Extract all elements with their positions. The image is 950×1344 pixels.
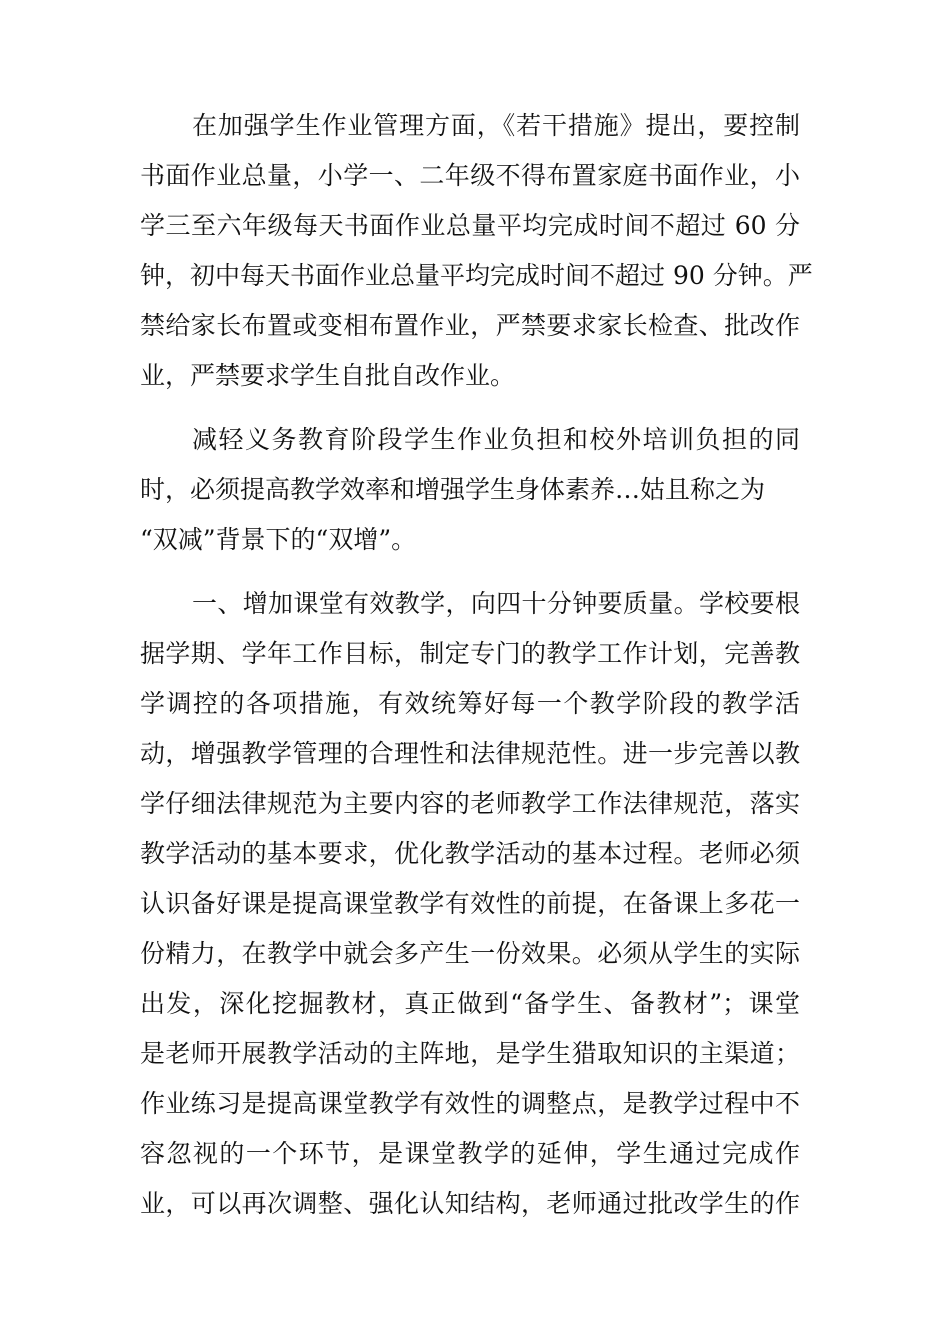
paragraph-3-line-3: 学调控的各项措施，有效统筹好每一个教学阶段的教学活 [140, 689, 800, 718]
paragraph-1-line-2: 书面作业总量，小学一、二年级不得布置家庭书面作业，小 [140, 161, 800, 190]
paragraph-2-line-1: 减轻义务教育阶段学生作业负担和校外培训负担的同 [192, 425, 800, 454]
paragraph-2-line-3: “双减”背景下的“双增”。 [140, 525, 417, 554]
paragraph-1-line-6: 业，严禁要求学生自批自改作业。 [140, 361, 516, 390]
paragraph-3-line-2: 据学期、学年工作目标，制定专门的教学工作计划，完善教 [140, 639, 800, 668]
paragraph-1-line-1: 在加强学生作业管理方面，《若干措施》提出，要控制 [192, 111, 800, 140]
paragraph-3-line-7: 认识备好课是提高课堂教学有效性的前提，在备课上多花一 [140, 889, 800, 918]
paragraph-3-line-6: 教学活动的基本要求，优化教学活动的基本过程。老师必须 [140, 839, 800, 868]
paragraph-3-line-9: 出发，深化挖掘教材，真正做到“备学生、备教材”；课堂 [140, 989, 800, 1018]
paragraph-3-line-13: 业，可以再次调整、强化认知结构，老师通过批改学生的作 [140, 1189, 800, 1218]
paragraph-3-line-8: 份精力，在教学中就会多产生一份效果。必须从学生的实际 [140, 939, 800, 968]
paragraph-3-line-1: 一、增加课堂有效教学，向四十分钟要质量。学校要根 [192, 589, 800, 618]
paragraph-2-line-2: 时，必须提高教学效率和增强学生身体素养…姑且称之为 [140, 475, 766, 504]
paragraph-3-line-4: 动，增强教学管理的合理性和法律规范性。进一步完善以教 [140, 739, 800, 768]
paragraph-1-line-5: 禁给家长布置或变相布置作业，严禁要求家长检查、批改作 [140, 311, 800, 340]
paragraph-3-line-5: 学仔细法律规范为主要内容的老师教学工作法律规范，落实 [140, 789, 800, 818]
paragraph-3-line-10: 是老师开展教学活动的主阵地，是学生猎取知识的主渠道； [140, 1039, 800, 1068]
paragraph-3-line-12: 容忽视的一个环节，是课堂教学的延伸，学生通过完成作 [140, 1139, 800, 1168]
paragraph-3-line-11: 作业练习是提高课堂教学有效性的调整点，是教学过程中不 [140, 1089, 800, 1118]
paragraph-1-line-3: 学三至六年级每天书面作业总量平均完成时间不超过 60 分 [140, 211, 800, 240]
paragraph-1-line-4: 钟，初中每天书面作业总量平均完成时间不超过 90 分钟。严 [140, 261, 813, 290]
